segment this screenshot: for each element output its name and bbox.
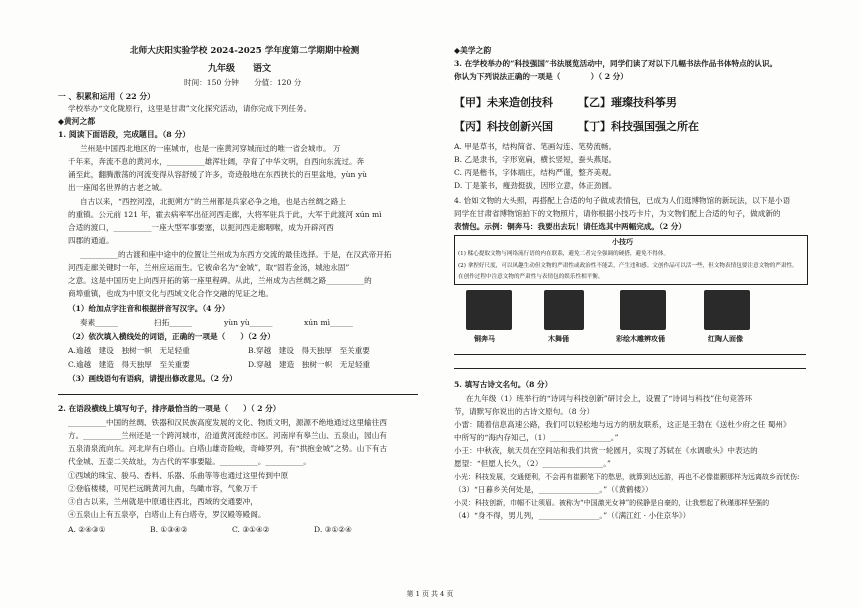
passage-line: 兰州是中国西北地区的一座城市，也是一座黄河穿城而过的唯一省会城市。 万: [80, 144, 341, 153]
passage-line: 自古以来，“西控河湟，北扼朔方”的兰州都是兵家必争之地，也是古丝绸之路上: [80, 197, 346, 206]
q1-option[interactable]: C.逾越 建造 得天独厚 至关重要: [68, 360, 190, 369]
q2-option[interactable]: A. ②④③①: [68, 525, 106, 534]
wooden-dancer-image: [544, 290, 584, 330]
q5-line: 小王：中秋夜，航天员在空间站和我们共赏一轮圆月，实现了苏轼在《水调歌头》中表达的: [454, 446, 758, 455]
q5-line: 节，请默写你说出的古诗文原句。（8 分）: [454, 407, 595, 416]
artifact-caption: 木舞俑: [548, 334, 569, 343]
answer-line[interactable]: [454, 354, 806, 355]
tip-item: (2) 拿捏好尺度，可以风趣生动但文物的严肃性或政治性不能丢，产生违和感。文创作品可以活一些，但文物表情包要注意文物的严肃性。: [458, 263, 798, 269]
red-pottery-face-image: [704, 290, 750, 330]
passage-line: 之意。这是中国历史上向西开拓的第一座里程碑。从此，兰州成为古丝绸之路__________的: [68, 276, 372, 285]
passage-line: 涌至此，翻腾激荡的河流变得从容舒缓了许多，奇迹般地在东西狭长的百里盆地，yùn yù: [68, 170, 368, 179]
q5-blank-4[interactable]: （4）“身不得，男儿列，________________。”（《满江红 · 小住京华》）: [454, 511, 691, 520]
q2-item: ①西域的珠宝、骏马、香料、乐器、乐曲等等也通过这里传到中原: [68, 471, 289, 480]
q2-item: ②登临楼楼，可见栏远眺黄河九曲，鸟瞰市容，气象万千: [68, 484, 258, 493]
q2-title: 2. 在语段横线上填写句子，排序最恰当的一项是（ ）（ 2 分）: [58, 404, 281, 413]
tip-item: 在创作过程中注意文物的严肃性与表情包的娱乐性相平衡。: [458, 274, 604, 280]
pinyin-blank[interactable]: 奏素______: [80, 318, 118, 327]
exam-title: 北师大庆阳实验学校 2024-2025 学年度第二学期期中检测: [130, 46, 360, 56]
q5-title: 5. 填写古诗文名句。（8 分）: [454, 380, 553, 389]
q3-title: 3. 在学校举办的“科技强国”书法展览活动中，同学们读了对以下几幅书法作品书体特点的认识。: [454, 59, 778, 68]
passage-line: 四郡的通道。: [68, 236, 114, 245]
q5-line: 小光：科技发展，交通便利，不会再有崔颢笔下的愁思，就算到达远游，再也不必像崔颢那样为远离故乡而忧伤:: [454, 473, 800, 481]
calligraphy-yi: 【乙】璀璨技科筝男: [578, 96, 677, 109]
q3-option[interactable]: A. 甲是草书，结构简省、笔画勾连、笔势流畅。: [454, 142, 617, 151]
q5-blank-1[interactable]: 中所写的“海内存知己，（1）________________。”: [454, 433, 619, 442]
painted-figure-image: [620, 290, 666, 330]
section-b-title: ◆美学之韵: [454, 46, 492, 55]
page-footer: 第 1 页 共 4 页: [406, 590, 454, 598]
pinyin-blank[interactable]: xún mì______: [304, 318, 353, 327]
passage-line: 出一座闻名世界的古老之城。: [68, 183, 167, 192]
pinyin-blank[interactable]: 扫拓______: [154, 318, 192, 327]
calligraphy-bing: 【丙】科技创新兴国: [454, 120, 553, 133]
q2-passage-line: 方。__________兰州还是一个跨河城市，沿道黄河流经市区。河南岸有皋兰山、五泉山，园山有: [68, 431, 387, 440]
passage-line: 千年来，奔流不息的黄河水，__________雄浑壮阔，孕育了中华文明，自西向东流过。奔: [68, 157, 365, 166]
passage-line: 合适的渡口，__________一座大型军事要塞，以扼河西走廊咽喉，成为开辟河西: [68, 223, 334, 232]
q2-passage-line: 代金城、五壶二关故址，为古代的军事要隘。__________。__________。: [68, 457, 311, 466]
subject-title: 九年级 语文: [208, 64, 272, 74]
pinyin-blank[interactable]: yùn yù______: [224, 318, 273, 327]
q2-passage-line: 五泉清泉流向东。河北岸有白塔山。白塔山雄奇险峻，奇峰罗列，有“拱抱金城”之势。山下有古: [68, 444, 388, 453]
passage-line: 河西走廊关键时一年，兰州应运而生。它被命名为“金城”，取“固若金汤，城池永固”: [68, 263, 350, 272]
q2-option[interactable]: C. ③①④②: [232, 525, 270, 534]
q1-option[interactable]: A.逾越 建设 独树一帜 无足轻重: [68, 346, 190, 355]
q5-line: 小雷：随着信息高速公路，我们可以轻松地与远方的朋友联系，这正是王勃在《送杜少府之任 蜀州》: [454, 420, 791, 429]
q1-sub3: （3）画线语句有语病，请提出修改意见。（2 分）: [68, 374, 237, 383]
q2-option[interactable]: B. ①③④②: [150, 525, 188, 534]
q2-item: ④五泉山上有五泉亭，白塔山上有白塔寺，罗汉殿等殿阁。: [68, 510, 266, 519]
q2-item: ③自古以来，兰州就是中原通往西北，西域的交通要冲，: [68, 497, 258, 506]
q5-blank-2[interactable]: 愿望：“但愿人长久，（2）________________。”: [454, 459, 611, 468]
passage-line: __________的古渡和座中途中的位置让兰州成为东西方交流的最佳选择。于是，在汉武帝开拓: [80, 250, 392, 259]
answer-line[interactable]: [454, 368, 806, 369]
q3-title-line2: 你认为下列说法正确的一项是（ ）（ 2 分）: [454, 72, 628, 81]
tips-title: 小技巧: [612, 237, 633, 246]
artifact-caption: 红陶人面像: [708, 334, 743, 343]
calligraphy-jia: 【甲】未来造创技科: [454, 96, 553, 109]
q1-option[interactable]: D.穿越 建造 独树一帜 无足轻重: [248, 360, 371, 369]
q5-line: 在九年级（1）班举行的“诗词与科技创新”研讨会上，设置了“诗词与科技”住句竞答环: [466, 394, 753, 403]
bronze-horse-image: [466, 290, 512, 330]
q3-option[interactable]: B. 乙是隶书，字形宽扁，横长竖短，蚕头燕尾。: [454, 155, 617, 164]
q1-title: 1. 阅读下面语段，完成题目。（8 分）: [58, 130, 191, 139]
q3-option[interactable]: D. 丁是篆书，瘦劲挺拔，因形立意，体正劲圆。: [454, 181, 617, 190]
q1-sub1: （1）给加点字注音和根据拼音写汉字。（4 分）: [68, 304, 230, 313]
q1-option[interactable]: B.穿越 建设 得天独厚 至关重要: [248, 346, 370, 355]
part1-intro: 学校举办“文化陇原行，这里是甘肃”文化探究活动，请你完成下列任务。: [68, 104, 312, 113]
q3-option[interactable]: C. 丙是楷书，字体端庄，结构严谨，整齐美观。: [454, 168, 617, 177]
q4-line3: 表情包。示例：铜奔马：我要出去玩！请任选其中两幅完成。（2 分）: [454, 222, 686, 231]
q5-line: 小灵：科技创新，巾帼不让须眉。被称为“中国激光女神”的侯静是自豪的，让我想起了秋瑾那样坚强的: [454, 499, 770, 507]
q2-option[interactable]: D. ③①②④: [314, 525, 352, 534]
q4-title: 4. 恰如文物的大头照，再搭配上合适的句子做成表情包，已成为人们逛博物馆的新玩法，以下是小语: [454, 196, 791, 205]
q1-sub2: （2）依次填入横线处的词语，正确的一项是（ ）（2 分）: [68, 332, 275, 341]
artifact-caption: 彩绘木雕辨攻俑: [616, 334, 665, 343]
time-score: 时间：150 分钟 分值：120 分: [184, 78, 302, 87]
answer-line[interactable]: [58, 394, 418, 395]
q2-passage-line: __________中国的丝绸、铁器和汉民族高度发展的文化、物质文明，源源不绝地通过这里输往西: [68, 418, 387, 427]
part1-heading: 一 、积累和运用（ 22 分）: [58, 92, 155, 101]
tip-item: (1) 糅心提取文物与网络流行语的内在联系，避免二者完全强调的硬搭，避免不得体。: [458, 251, 670, 257]
q4-line2: 同学在甘肃省博物馆拍下的文物照片，请你根据小技巧卡片，为文物们配上合适的句子，做成新的: [454, 209, 781, 218]
calligraphy-ding: 【丁】科技强国强之所在: [578, 120, 699, 133]
q5-blank-3[interactable]: （3）“日暮乡关何处是，________________。”（《黄鹤楼》）: [454, 485, 653, 494]
passage-line: 的重镇。公元前 121 年，霍去病率军出征河西走廊，大将军驻兵于此，大军于此渡河 xún mì: [68, 210, 382, 219]
passage-line: 商埠重镇，也成为中原文化与西域文化合作交融的见证之地。: [68, 289, 274, 298]
artifact-caption: 铜奔马: [474, 334, 495, 343]
section-a-title: ◆黄河之都: [58, 117, 96, 126]
